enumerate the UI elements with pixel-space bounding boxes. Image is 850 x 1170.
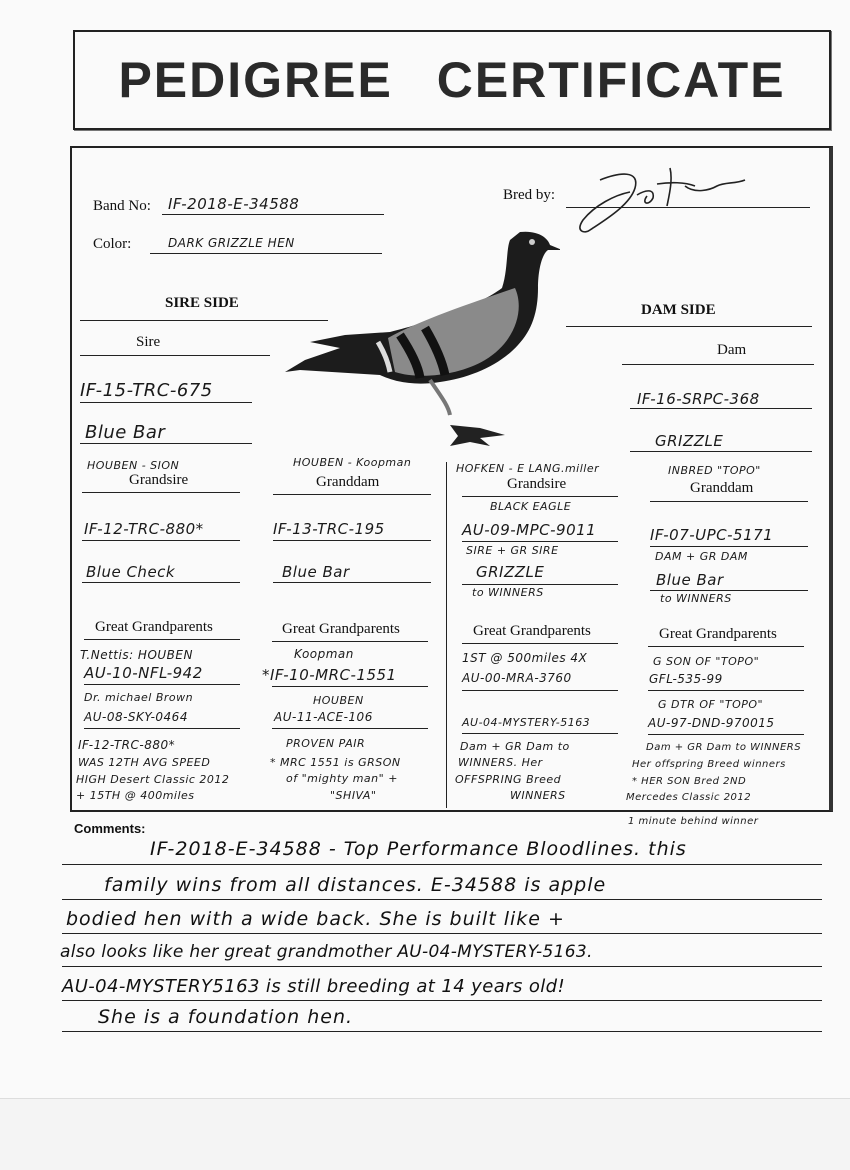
dam-color: GRIZZLE bbox=[655, 432, 724, 450]
sire-color-underline bbox=[80, 443, 252, 444]
grandsire-color-underline bbox=[82, 582, 240, 583]
ggp2-band2-underline bbox=[272, 728, 428, 729]
ggp4-line: G DTR OF "TOPO" bbox=[658, 698, 764, 711]
sire-band: IF-15-TRC-675 bbox=[80, 380, 213, 401]
ggp4-line: Dam + GR Dam to WINNERS bbox=[646, 742, 802, 753]
ggp2-line: AU-11-ACE-106 bbox=[274, 710, 373, 724]
page-title: PEDIGREE CERTIFICATE bbox=[118, 52, 786, 108]
comment-line: bodied hen with a wide back. She is built like + bbox=[66, 908, 565, 930]
ggp3-band2-underline bbox=[462, 733, 618, 734]
ggp2-line: HOUBEN bbox=[313, 694, 364, 707]
color-value: DARK GRIZZLE HEN bbox=[168, 236, 295, 250]
great-grandparents-label-2: Great Grandparents bbox=[282, 621, 400, 637]
comment-line: IF-2018-E-34588 - Top Performance Bloodlines. this bbox=[150, 838, 687, 860]
ggp1-line: AU-10-NFL-942 bbox=[84, 664, 203, 682]
ggp3-line: WINNERS. Her bbox=[458, 756, 543, 769]
ggp1-line: WAS 12TH AVG SPEED bbox=[78, 756, 211, 769]
dam-grandsire-underline bbox=[462, 496, 618, 497]
sire-label: Sire bbox=[136, 334, 161, 350]
dam-grandsire-label: Grandsire bbox=[507, 476, 567, 492]
ggp2-line: *IF-10-MRC-1551 bbox=[262, 666, 397, 684]
bred-by-label: Bred by: bbox=[503, 187, 556, 203]
grandsire-color: Blue Check bbox=[86, 563, 176, 581]
grandsire-note: HOUBEN - SION bbox=[87, 459, 180, 472]
grandsire-underline bbox=[82, 492, 240, 493]
dam-band-underline bbox=[630, 408, 812, 409]
comment-rule bbox=[62, 1000, 822, 1001]
dam-granddam-color: Blue Bar bbox=[656, 571, 724, 589]
ggp2-line: "SHIVA" bbox=[330, 789, 377, 802]
great-grandparents-label-3: Great Grandparents bbox=[473, 623, 591, 639]
ggp2-line: Koopman bbox=[294, 647, 354, 661]
band-label: Band No: bbox=[93, 198, 151, 214]
dam-granddam-band-underline bbox=[650, 546, 808, 547]
sire-label-underline bbox=[80, 355, 270, 356]
dam-grandsire-color: GRIZZLE bbox=[476, 563, 545, 581]
ggp1-band2-underline bbox=[84, 728, 240, 729]
ggp4-line: Her offspring Breed winners bbox=[632, 759, 786, 770]
ggp3-band-underline bbox=[462, 690, 618, 691]
dam-side-heading: DAM SIDE bbox=[641, 302, 716, 318]
comment-line: also looks like her great grandmother AU-04-MYSTERY-5163. bbox=[60, 942, 593, 962]
center-divider bbox=[446, 462, 447, 808]
dam-band: IF-16-SRPC-368 bbox=[637, 390, 760, 408]
ggp2-line: of "mighty man" + bbox=[286, 772, 398, 785]
dam-color-underline bbox=[630, 451, 812, 452]
ggp1-line: AU-08-SKY-0464 bbox=[84, 710, 188, 724]
sire-side-underline bbox=[80, 320, 328, 321]
ggp3-line: 1ST @ 500miles 4X bbox=[462, 651, 588, 665]
granddam-label: Granddam bbox=[316, 474, 380, 490]
comment-line: family wins from all distances. E-34588 is apple bbox=[104, 874, 607, 896]
dam-grandsire-note4: to WINNERS bbox=[472, 586, 544, 599]
ggp4-line: * HER SON Bred 2ND bbox=[632, 776, 747, 787]
ggp3-line: WINNERS bbox=[510, 789, 566, 802]
grandsire-band-underline bbox=[82, 540, 240, 541]
ggp4-line: 1 minute behind winner bbox=[628, 816, 759, 827]
dam-granddam-note3: to WINNERS bbox=[660, 592, 732, 605]
comment-rule bbox=[62, 864, 822, 865]
pigeon-illustration-icon bbox=[280, 210, 560, 460]
dam-granddam-band: IF-07-UPC-5171 bbox=[650, 526, 774, 544]
ggp4-line: AU-97-DND-970015 bbox=[648, 716, 775, 730]
comment-line: AU-04-MYSTERY5163 is still breeding at 14 years old! bbox=[62, 976, 566, 997]
ggp3-line: AU-04-MYSTERY-5163 bbox=[462, 716, 591, 729]
color-label: Color: bbox=[93, 236, 132, 252]
ggp2-underline bbox=[272, 641, 428, 642]
sire-side-heading: SIRE SIDE bbox=[165, 295, 239, 311]
ggp2-band-underline bbox=[272, 686, 428, 687]
comment-rule bbox=[62, 899, 822, 900]
ggp1-line: HIGH Desert Classic 2012 bbox=[76, 773, 230, 786]
ggp4-underline bbox=[648, 646, 804, 647]
dam-label: Dam bbox=[717, 342, 747, 358]
ggp3-line: AU-00-MRA-3760 bbox=[462, 671, 572, 685]
signature-icon bbox=[545, 160, 765, 240]
granddam-color: Blue Bar bbox=[282, 563, 350, 581]
comment-line: She is a foundation hen. bbox=[98, 1006, 354, 1028]
comments-label: Comments: bbox=[74, 821, 146, 836]
ggp4-line: G SON OF "TOPO" bbox=[653, 655, 760, 668]
dam-granddam-note: INBRED "TOPO" bbox=[668, 464, 761, 477]
ggp1-band-underline bbox=[84, 684, 240, 685]
ggp3-line: Dam + GR Dam to bbox=[460, 740, 570, 753]
dam-granddam-color-underline bbox=[650, 590, 808, 591]
comment-rule bbox=[62, 966, 822, 967]
granddam-underline bbox=[273, 494, 431, 495]
scan-bottom-edge bbox=[0, 1098, 850, 1170]
great-grandparents-label-4: Great Grandparents bbox=[659, 626, 777, 642]
dam-label-underline bbox=[622, 364, 814, 365]
dam-grandsire-color-underline bbox=[462, 584, 618, 585]
ggp3-line: OFFSPRING Breed bbox=[455, 773, 562, 786]
sire-band-underline bbox=[80, 402, 252, 403]
dam-grandsire-band-underline bbox=[462, 541, 618, 542]
comment-rule bbox=[62, 1031, 822, 1032]
granddam-color-underline bbox=[273, 582, 431, 583]
dam-granddam-note2: DAM + GR DAM bbox=[655, 550, 748, 563]
sire-color: Blue Bar bbox=[85, 422, 166, 443]
great-grandparents-label-1: Great Grandparents bbox=[95, 619, 213, 635]
grandsire-band: IF-12-TRC-880* bbox=[84, 520, 204, 538]
ggp4-line: Mercedes Classic 2012 bbox=[626, 792, 752, 803]
ggp1-line: IF-12-TRC-880* bbox=[78, 738, 176, 752]
band-value: IF-2018-E-34588 bbox=[168, 195, 300, 213]
dam-granddam-label: Granddam bbox=[690, 480, 754, 496]
ggp4-line: GFL-535-99 bbox=[649, 672, 723, 686]
ggp2-line: * MRC 1551 is GRSON bbox=[270, 756, 401, 769]
granddam-band-underline bbox=[273, 540, 431, 541]
dam-granddam-underline bbox=[650, 501, 808, 502]
dam-grandsire-note: HOFKEN - E LANG.miller bbox=[456, 462, 600, 475]
ggp4-band-underline bbox=[648, 690, 804, 691]
comment-rule bbox=[62, 933, 822, 934]
ggp4-band2-underline bbox=[648, 734, 804, 735]
ggp3-underline bbox=[462, 643, 618, 644]
granddam-note: HOUBEN - Koopman bbox=[293, 456, 412, 469]
ggp1-line: + 15TH @ 400miles bbox=[76, 789, 195, 802]
ggp1-line: T.Nettis: HOUBEN bbox=[80, 648, 193, 662]
ggp1-underline bbox=[84, 639, 240, 640]
ggp2-line: PROVEN PAIR bbox=[286, 737, 366, 750]
dam-grandsire-note3: SIRE + GR SIRE bbox=[466, 544, 559, 557]
grandsire-label: Grandsire bbox=[129, 472, 189, 488]
dam-grandsire-band: AU-09-MPC-9011 bbox=[462, 521, 597, 539]
granddam-band: IF-13-TRC-195 bbox=[273, 520, 385, 538]
ggp1-line: Dr. michael Brown bbox=[84, 691, 194, 704]
dam-grandsire-note2: BLACK EAGLE bbox=[490, 500, 572, 513]
dam-side-underline bbox=[566, 326, 812, 327]
title-box bbox=[73, 30, 831, 130]
